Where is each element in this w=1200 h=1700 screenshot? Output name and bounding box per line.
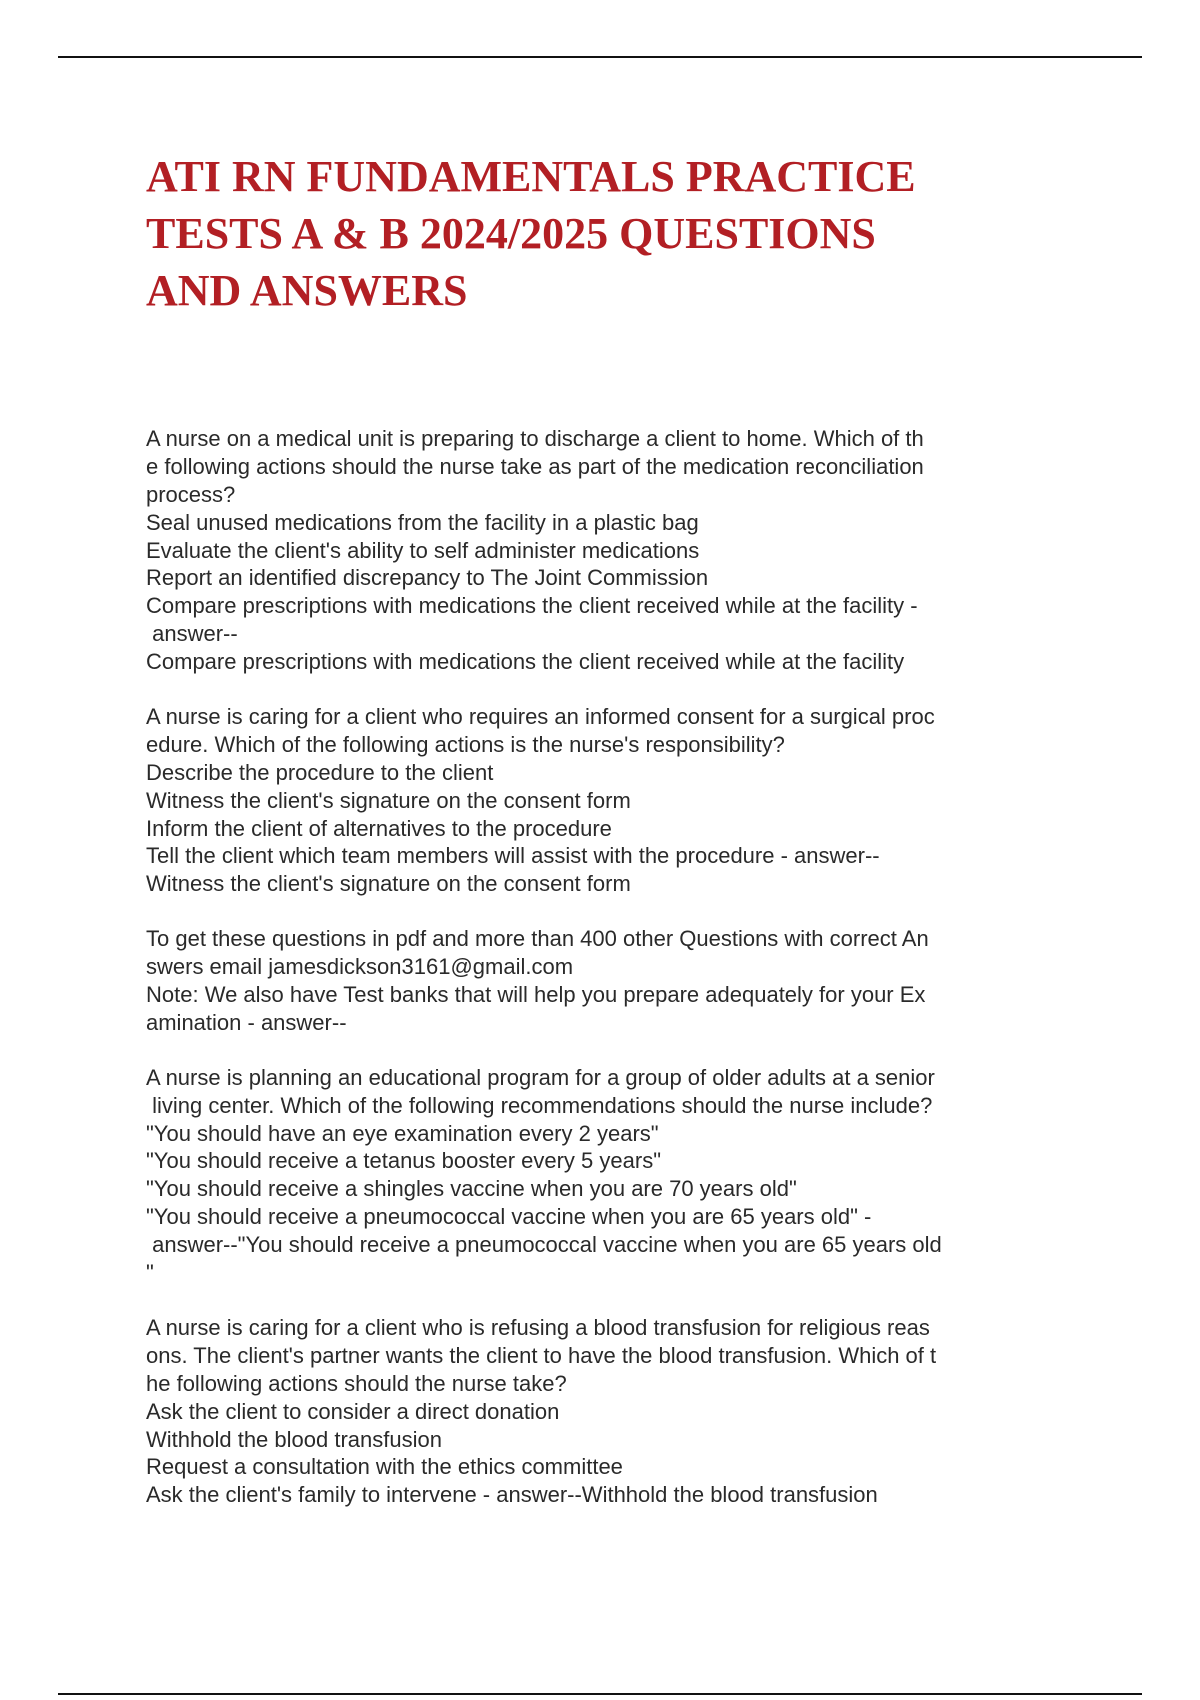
promo-block [146, 925, 1066, 1037]
question-block-older-adults [146, 1064, 1066, 1287]
text-line: Ask the client's family to intervene - answer--Withhold the blood transfusion [146, 1482, 878, 1508]
text-line: answer-- [146, 621, 238, 647]
text-line: Report an identified discrepancy to The Joint Commission [146, 565, 709, 591]
text-line: swers email jamesdickson3161@gmail.com [146, 954, 574, 980]
text-line: Evaluate the client's ability to self administer medications [146, 537, 700, 563]
text-line: To get these questions in pdf and more than 400 other Questions with correct An [146, 926, 929, 952]
text-line: edure. Which of the following actions is the nurse's responsibility? [146, 731, 785, 757]
text-line: Witness the client's signature on the consent form [146, 787, 631, 813]
text-line: Describe the procedure to the client [146, 759, 494, 785]
text-line: answer--"You should receive a pneumococcal vaccine when you are 65 years old [146, 1232, 942, 1258]
title-line: AND ANSWERS [146, 266, 468, 315]
text-line: Note: We also have Test banks that will help you prepare adequately for your Ex [146, 982, 926, 1008]
text-line: Inform the client of alternatives to the procedure [146, 815, 612, 841]
title-line: TESTS A & B 2024/2025 QUESTIONS [146, 209, 876, 258]
title-line: ATI RN FUNDAMENTALS PRACTICE [146, 152, 916, 201]
text-line: he following actions should the nurse take? [146, 1370, 567, 1396]
question-block-blood-transfusion [146, 1314, 1066, 1509]
text-line: Ask the client to consider a direct donation [146, 1398, 560, 1424]
block-spacer [146, 1037, 1066, 1064]
question-block-medication-reconciliation [146, 425, 1066, 676]
text-line: process? [146, 481, 236, 507]
header-rule [58, 56, 1142, 58]
text-line: e following actions should the nurse take as part of the medication reconciliation [146, 453, 924, 479]
text-line: A nurse is planning an educational program for a group of older adults at a senior [146, 1064, 935, 1090]
document-body [146, 425, 1066, 1509]
text-line: amination - answer-- [146, 1009, 347, 1035]
question-block-informed-consent [146, 703, 1066, 898]
text-line: Withhold the blood transfusion [146, 1426, 442, 1452]
block-spacer [146, 898, 1066, 925]
text-line: A nurse is caring for a client who is refusing a blood transfusion for religious reas [146, 1314, 930, 1340]
text-line: Tell the client which team members will assist with the procedure - answer-- [146, 843, 880, 869]
block-spacer [146, 676, 1066, 703]
text-line: Witness the client's signature on the consent form [146, 871, 631, 897]
footer-rule [58, 1693, 1142, 1695]
text-line: Compare prescriptions with medications the client received while at the facility - [146, 593, 918, 619]
text-line: A nurse on a medical unit is preparing to discharge a client to home. Which of th [146, 426, 924, 451]
text-line: ons. The client's partner wants the client to have the blood transfusion. Which of t [146, 1342, 937, 1368]
text-line: "You should receive a shingles vaccine when you are 70 years old" [146, 1176, 797, 1202]
text-line: "You should have an eye examination every 2 years" [146, 1120, 659, 1146]
text-line: "You should receive a tetanus booster every 5 years" [146, 1148, 662, 1174]
text-line: "You should receive a pneumococcal vaccine when you are 65 years old" - [146, 1204, 872, 1230]
text-line: Seal unused medications from the facility in a plastic bag [146, 509, 699, 535]
text-line: " [146, 1260, 154, 1286]
text-line: Compare prescriptions with medications the client received while at the facility [146, 649, 905, 675]
text-line: living center. Which of the following recommendations should the nurse include? [146, 1092, 933, 1118]
block-spacer [146, 1287, 1066, 1314]
text-line: Request a consultation with the ethics committee [146, 1454, 623, 1480]
document-title [146, 148, 1106, 319]
text-line: A nurse is caring for a client who requires an informed consent for a surgical proc [146, 704, 935, 730]
